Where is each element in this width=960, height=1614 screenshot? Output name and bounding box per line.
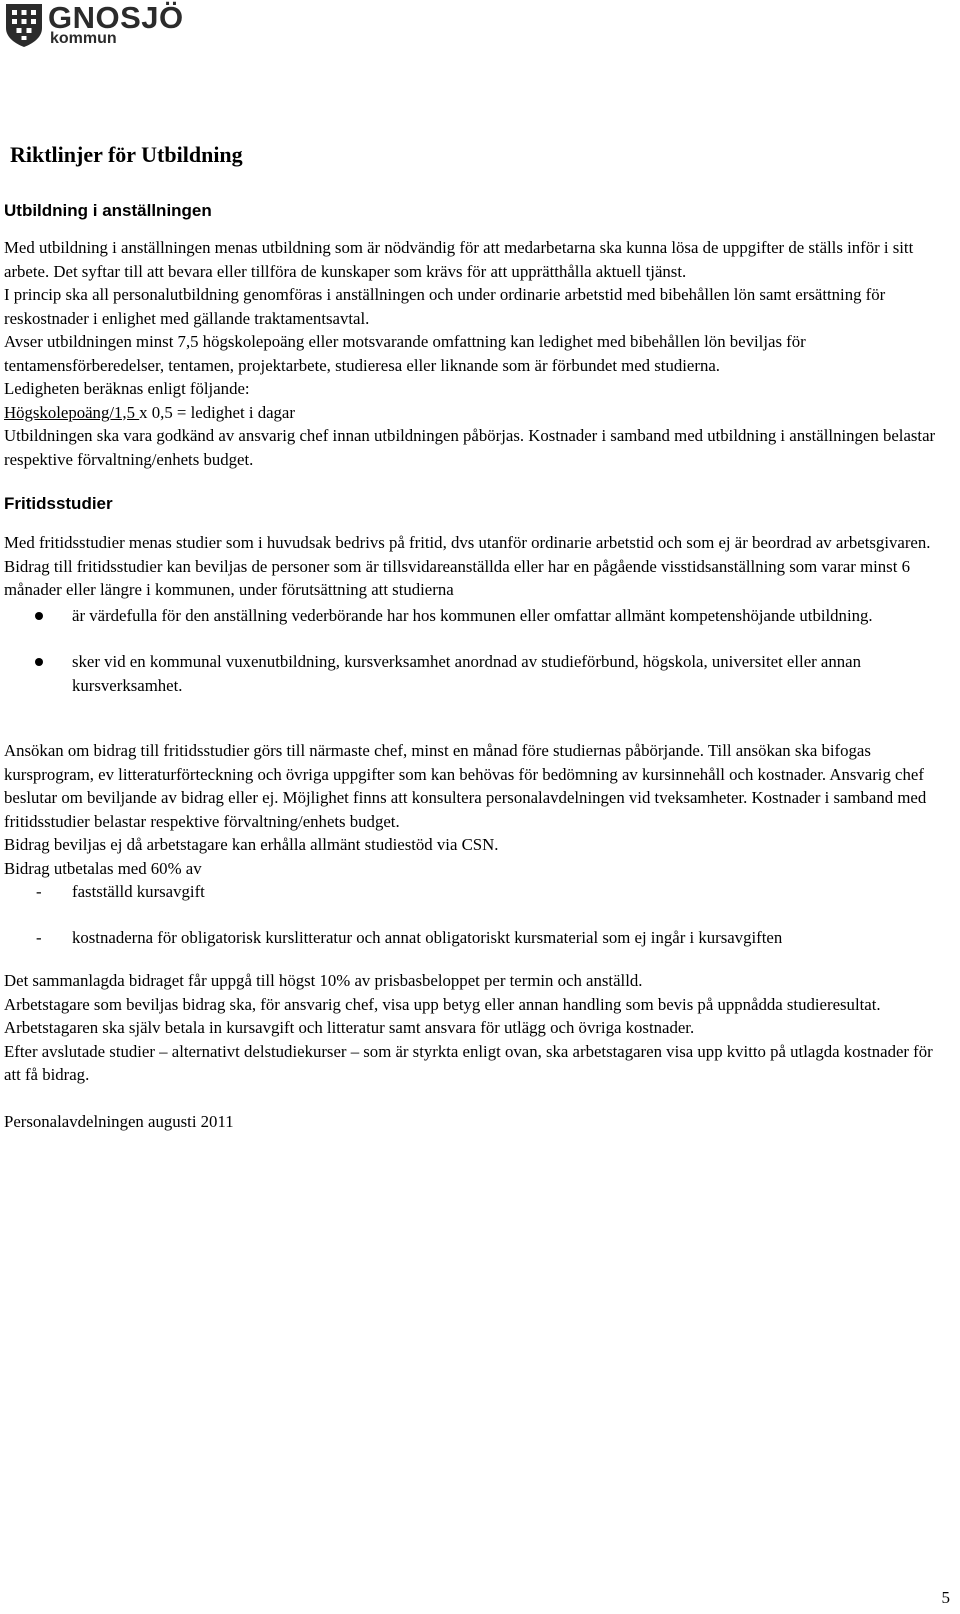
spacer xyxy=(4,949,944,969)
logo-wordmark: GNOSJÖ xyxy=(48,0,184,35)
page-number: 5 xyxy=(941,1588,950,1607)
coat-of-arms-icon xyxy=(4,2,44,48)
paragraph: Efter avslutade studier – alternativt delstudiekurser – som är styrkta enligt ovan, ska arbetstagaren visa upp kvitto på utlagda kostnader för att få bidrag. xyxy=(4,1041,933,1084)
list-item xyxy=(4,926,944,950)
paragraph: Utbildningen ska vara godkänd av ansvarig chef innan utbildningen påbörjas. Kostnader i samband med utbildning i anställningen belastar respektive förvaltning/enhets budget. xyxy=(4,426,936,469)
page-title: Riktlinjer för Utbildning xyxy=(10,142,243,167)
dash-marker: - xyxy=(36,882,42,901)
spacer xyxy=(4,719,944,739)
paragraph: Med fritidsstudier menas studier som i huvudsak bedrivs på fritid, dvs utanför ordinarie arbetstid och som ej är beordrad av arbetsgivaren. xyxy=(4,533,931,552)
bullet-list xyxy=(4,604,944,698)
paragraph: Med utbildning i anställningen menas utbildning som är nödvändig för att medarbetarna ska kunna lösa de uppgifter de ställs inför i sitt arbete. Det syftar till att bevara eller tillföra de kunskaper som krävs för att upprätthålla aktuell tjänst. xyxy=(4,238,914,281)
paragraph: Bidrag utbetalas med 60% av xyxy=(4,858,202,878)
paragraph: Arbetstagare som beviljas bidrag ska, för ansvarig chef, visa upp betyg eller annan handling som bevis på uppnådda studieresultat. xyxy=(4,994,881,1014)
municipality-logo xyxy=(4,2,184,52)
list-item xyxy=(4,880,944,904)
dash-list xyxy=(4,880,944,949)
paragraph: Avser utbildningen minst 7,5 högskolepoäng eller motsvarande omfattning kan ledighet med bibehållen lön beviljas för tentamensförberedelser, tentamen, projektarbete, studieresa eller liknande som är förbundet med studierna. xyxy=(4,332,806,375)
logo-subtitle: kommun xyxy=(50,30,117,47)
dash-marker: - xyxy=(36,927,42,947)
paragraph: I princip ska all personalutbildning genomföras i anställningen och under ordinarie arbetstid med bibehållen lön samt ersättning för reskostnader i enlighet med gällande traktamentsavtal. xyxy=(4,285,886,328)
bullet-icon xyxy=(35,658,43,666)
paragraph: Det sammanlagda bidraget får uppgå till högst 10% av prisbasbeloppet per termin och anställd. xyxy=(4,971,643,990)
list-item xyxy=(4,604,944,628)
formula-underlined: Högskolepoäng/1,5 xyxy=(4,402,140,422)
list-item-text: fastställd kursavgift xyxy=(72,882,205,901)
list-item xyxy=(4,650,944,697)
section-heading-fritidsstudier: Fritidsstudier xyxy=(4,494,113,513)
signature: Personalavdelningen augusti 2011 xyxy=(4,1111,234,1131)
formula xyxy=(4,401,944,425)
section-heading-utbildning: Utbildning i anställningen xyxy=(4,201,212,220)
list-item-text: kostnaderna för obligatorisk kurslitteratur och annat obligatoriskt kursmaterial som ej ingår i kursavgiften xyxy=(72,927,783,947)
paragraph: Ansökan om bidrag till fritidsstudier görs till närmaste chef, minst en månad före studiernas påbörjande. Till ansökan ska bifogas kursprogram, ev litteraturförteckning och övriga uppgifter som kan behövas för bedömning av kursinnehåll och kostnader. Ansvarig chef beslutar om beviljande av bidrag eller ej. Möjlighet finns att konsultera personalavdelningen vid tveksamheter. Kostnader i samband med fritidsstudier belastar respektive förvaltning/enhets budget. xyxy=(4,741,927,831)
document-body xyxy=(4,140,944,1133)
paragraph: Bidrag till fritidsstudier kan beviljas de personer som är tillsvidareanställda eller har en pågående visstidsanställning som varar minst 6 månader eller längre i kommunen, under förutsättning att studierna xyxy=(4,556,910,599)
bullet-icon xyxy=(35,612,43,620)
paragraph: Ledigheten beräknas enligt följande: xyxy=(4,379,250,398)
paragraph: Arbetstagaren ska själv betala in kursavgift och litteratur samt ansvara för utlägg och övriga kostnader. xyxy=(4,1018,695,1037)
list-item-text: sker vid en kommunal vuxenutbildning, kursverksamhet anordnad av studieförbund, högskola, universitet eller annan kursverksamhet. xyxy=(72,652,862,695)
spacer xyxy=(4,697,944,719)
formula-rest: x 0,5 = ledighet i dagar xyxy=(139,402,295,422)
list-item-text: är värdefulla för den anställning vederbörande har hos kommunen eller omfattar allmänt kompetenshöjande utbildning. xyxy=(72,605,873,625)
paragraph: Bidrag beviljas ej då arbetstagare kan erhålla allmänt studiestöd via CSN. xyxy=(4,835,499,854)
